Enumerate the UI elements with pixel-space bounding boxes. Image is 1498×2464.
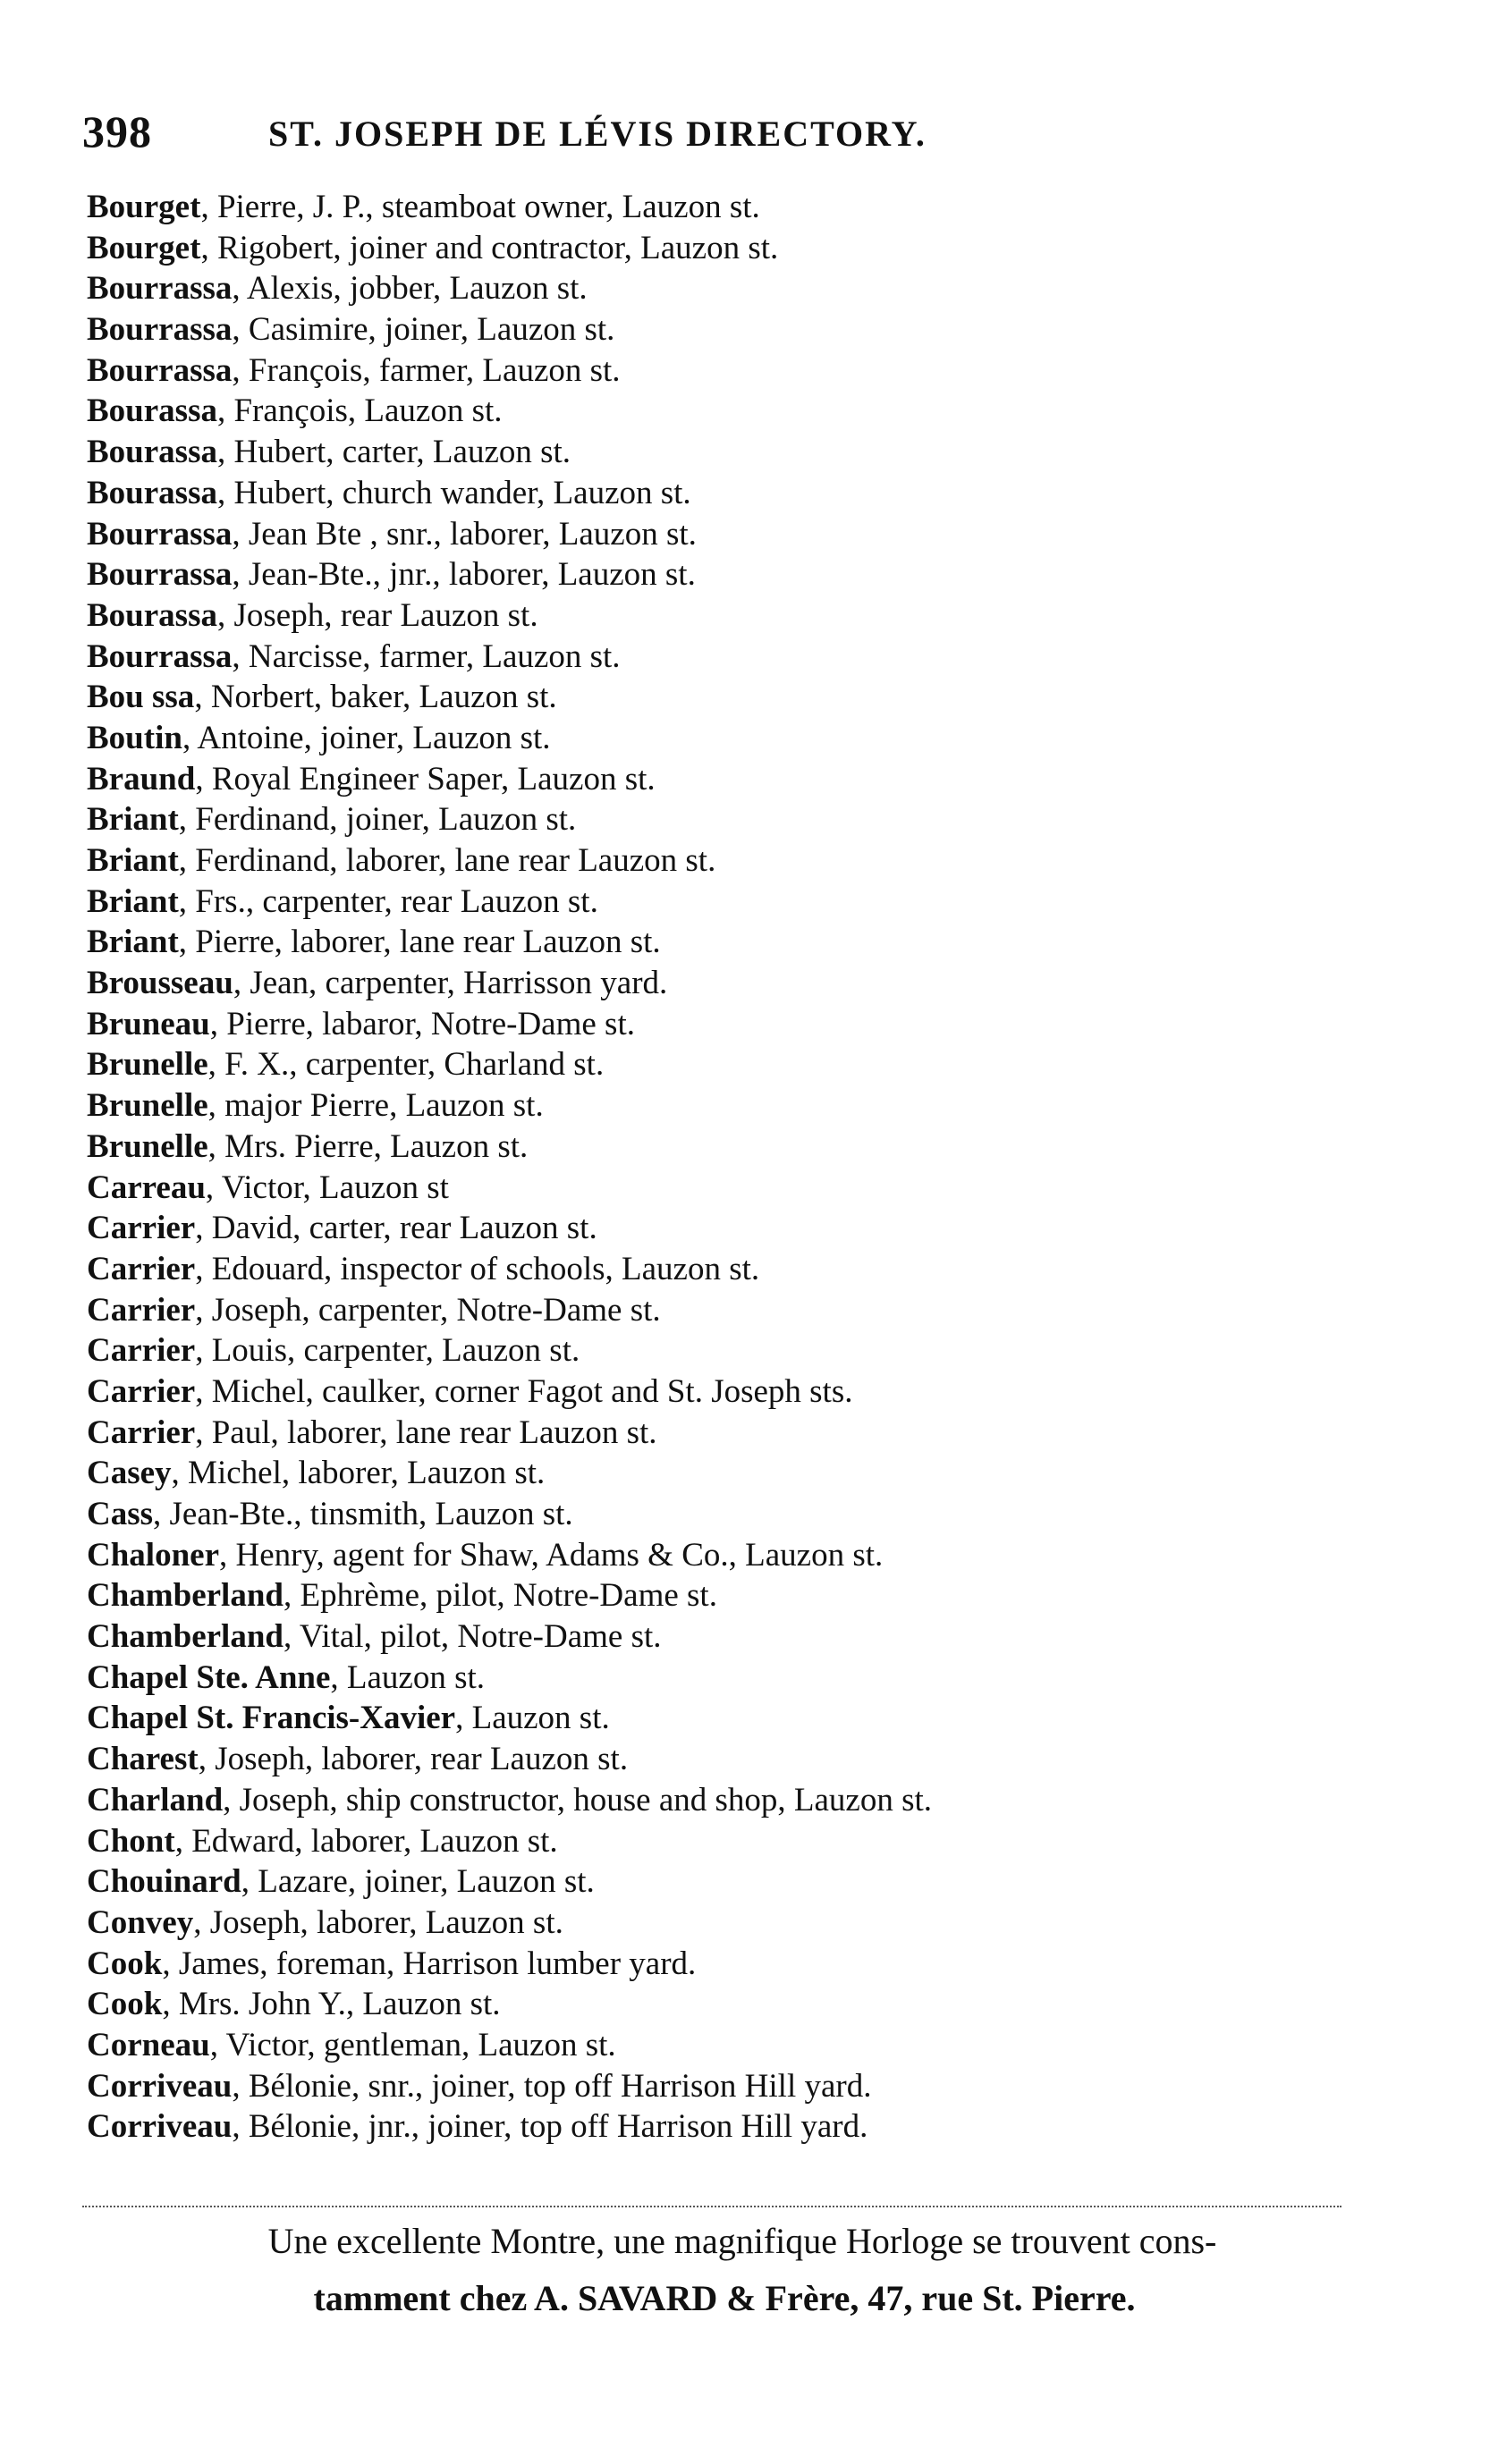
- directory-entry: Brunelle, major Pierre, Lauzon st.: [87, 1087, 544, 1125]
- directory-entry: Cook, James, foreman, Harrison lumber yard.: [87, 1945, 697, 1982]
- directory-entry: Bruneau, Pierre, labaror, Notre-Dame st.: [87, 1005, 635, 1042]
- directory-entry: Bourrassa, Jean Bte , snr., laborer, Lauzon st.: [87, 515, 697, 553]
- directory-entry: Briant, Frs., carpenter, rear Lauzon st.: [87, 882, 598, 920]
- directory-entry: Carreau, Victor, Lauzon st: [87, 1169, 449, 1206]
- directory-entry: Briant, Ferdinand, laborer, lane rear Lauzon st.: [87, 842, 716, 879]
- directory-entry: Bourget, Rigobert, joiner and contractor, Lauzon st.: [87, 229, 779, 266]
- directory-entry: Bourassa, Hubert, church wander, Lauzon st.: [87, 474, 691, 511]
- directory-entry: Boutin, Antoine, joiner, Lauzon st.: [87, 719, 551, 756]
- directory-entry: Bourrassa, Casimire, joiner, Lauzon st.: [87, 311, 615, 349]
- directory-entry: Convey, Joseph, laborer, Lauzon st.: [87, 1903, 563, 1941]
- advertisement-line-2: tamment chez A. SAVARD & Frère, 47, rue St. Pierre.: [313, 2278, 1136, 2318]
- directory-entry: Charest, Joseph, laborer, rear Lauzon st.: [87, 1741, 629, 1778]
- directory-entry: Brunelle, Mrs. Pierre, Lauzon st.: [87, 1127, 529, 1165]
- directory-entry: Chamberland, Ephrème, pilot, Notre-Dame st.: [87, 1577, 717, 1615]
- directory-entry: Bourget, Pierre, J. P., steamboat owner, Lauzon st.: [87, 189, 760, 225]
- directory-entry: Chapel Ste. Anne, Lauzon st.: [87, 1658, 486, 1696]
- directory-entry: Corriveau, Bélonie, snr., joiner, top off Harrison Hill yard.: [87, 2067, 872, 2105]
- directory-entry: Bourrassa, François, farmer, Lauzon st.: [87, 351, 621, 389]
- directory-entry: Carrier, David, carter, rear Lauzon st.: [87, 1210, 597, 1247]
- directory-entry: Briant, Ferdinand, joiner, Lauzon st.: [87, 801, 577, 839]
- directory-entry: Charland, Joseph, ship constructor, house and shop, Lauzon st.: [87, 1781, 933, 1818]
- page-number: 398: [82, 106, 152, 156]
- directory-entry: Casey, Michel, laborer, Lauzon st.: [87, 1455, 546, 1492]
- directory-entry: Chouinard, Lazare, joiner, Lauzon st.: [87, 1863, 595, 1901]
- directory-entry: Bourassa, François, Lauzon st.: [87, 392, 503, 430]
- directory-entry: Carrier, Michel, caulker, corner Fagot and St. Joseph sts.: [87, 1372, 853, 1410]
- footer-divider: [82, 2206, 1341, 2207]
- directory-entry: Brousseau, Jean, carpenter, Harrisson yard.: [87, 965, 668, 1002]
- directory-entry: Carrier, Paul, laborer, lane rear Lauzon st.: [87, 1413, 657, 1451]
- page-header: [82, 105, 1155, 168]
- running-title: ST. JOSEPH DE LÉVIS DIRECTORY.: [268, 114, 927, 154]
- directory-entry: Braund, Royal Engineer Saper, Lauzon st.: [87, 760, 656, 797]
- directory-entry: Bourrassa, Narcisse, farmer, Lauzon st.: [87, 637, 621, 675]
- directory-entry: Bourassa, Hubert, carter, Lauzon st.: [87, 434, 571, 471]
- advertisement: [54, 2213, 1395, 2327]
- directory-entry: Carrier, Joseph, carpenter, Notre-Dame st.: [87, 1291, 661, 1329]
- directory-entry: Corriveau, Bélonie, jnr., joiner, top off Harrison Hill yard.: [87, 2108, 868, 2146]
- directory-entry: Bourrassa, Alexis, jobber, Lauzon st.: [87, 270, 588, 308]
- directory-entries: [87, 186, 1392, 2147]
- directory-entry: Carrier, Edouard, inspector of schools, Lauzon st.: [87, 1250, 760, 1287]
- directory-entry: Cass, Jean-Bte., tinsmith, Lauzon st.: [87, 1496, 573, 1532]
- directory-entry: Briant, Pierre, laborer, lane rear Lauzon st.: [87, 924, 661, 961]
- directory-entry: Corneau, Victor, gentleman, Lauzon st.: [87, 2026, 616, 2063]
- directory-entry: Carrier, Louis, carpenter, Lauzon st.: [87, 1332, 580, 1370]
- directory-entry: Chamberland, Vital, pilot, Notre-Dame st.: [87, 1618, 662, 1656]
- directory-entry: Chont, Edward, laborer, Lauzon st.: [87, 1822, 558, 1860]
- directory-entry: Brunelle, F. X., carpenter, Charland st.: [87, 1046, 605, 1084]
- directory-entry: Bou ssa, Norbert, baker, Lauzon st.: [87, 679, 557, 716]
- directory-entry: Bourrassa, Jean-Bte., jnr., laborer, Lauzon st.: [87, 556, 696, 594]
- directory-entry: Chaloner, Henry, agent for Shaw, Adams & Co., Lauzon st.: [87, 1536, 884, 1574]
- advertisement-line-1: Une excellente Montre, une magnifique Horloge se trouvent cons-: [267, 2221, 1217, 2261]
- directory-entry: Cook, Mrs. John Y., Lauzon st.: [87, 1986, 501, 2023]
- directory-entry: Bourassa, Joseph, rear Lauzon st.: [87, 596, 538, 634]
- directory-entry: Chapel St. Francis-Xavier, Lauzon st.: [87, 1700, 610, 1737]
